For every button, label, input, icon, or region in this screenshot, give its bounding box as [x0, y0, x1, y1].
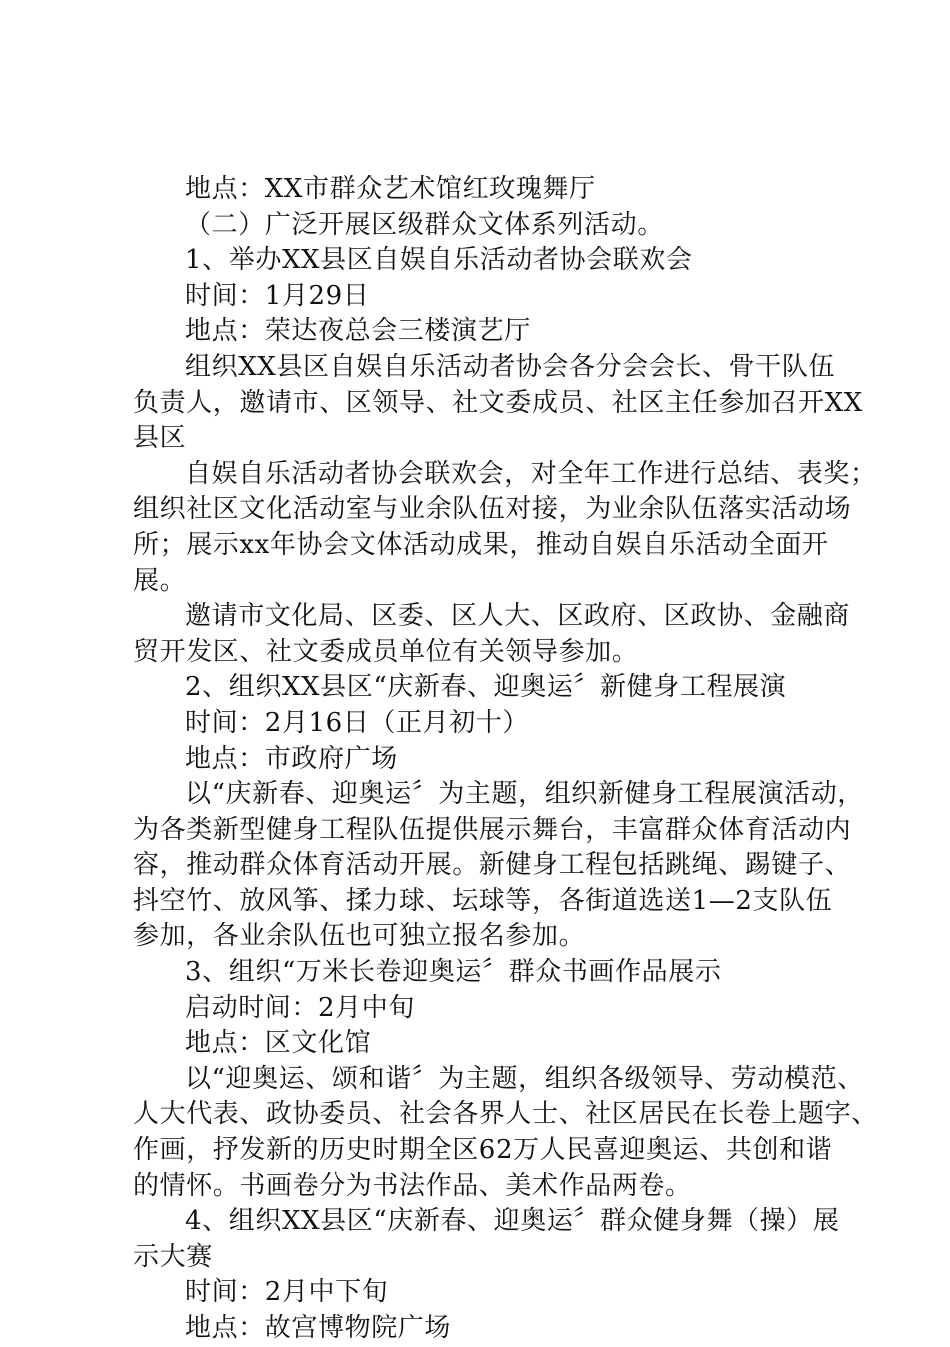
paragraph-line: 抖空竹、放风筝、揉力球、坛球等，各街道选送1—2支队伍: [133, 885, 833, 916]
item-heading-3: 3、组织“万米长卷迎奥运〞群众书画作品展示: [185, 957, 722, 988]
item-1-time: 时间：1月29日: [185, 280, 370, 311]
paragraph-line: 展。: [133, 565, 187, 596]
paragraph-line: 所；展示xx年协会文体活动成果，推动自娱自乐活动全面开: [133, 529, 829, 560]
paragraph-line: 组织社区文化活动室与业余队伍对接，为业余队伍落实活动场: [133, 494, 852, 525]
item-3-time: 启动时间：2月中旬: [185, 992, 415, 1023]
paragraph-line: 参加，各业余队伍也可独立报名参加。: [133, 921, 586, 952]
paragraph-line: 组织XX县区自娱自乐活动者协会各分会会长、骨干队伍: [185, 351, 836, 382]
paragraph-line: 为各类新型健身工程队伍提供展示舞台，丰富群众体育活动内: [133, 814, 852, 845]
item-1-venue: 地点：荣达夜总会三楼演艺厅: [185, 316, 531, 347]
paragraph-line: 以“庆新春、迎奥运〞为主题，组织新健身工程展演活动，: [185, 779, 864, 810]
section-heading-2: （二）广泛开展区级群众文体系列活动。: [185, 209, 664, 240]
item-4-venue: 地点：故宫博物院广场: [185, 1313, 452, 1343]
paragraph-line: 县区: [133, 423, 187, 454]
item-heading-4: 4、组织XX县区“庆新春、迎奥运〞群众健身舞（操）展: [185, 1206, 840, 1237]
paragraph-line: 的情怀。书画卷分为书法作品、美术作品两卷。: [133, 1170, 692, 1201]
item-heading-4-cont: 示大赛: [133, 1241, 213, 1272]
item-3-venue: 地点：区文化馆: [185, 1028, 372, 1059]
line-venue-red-rose: 地点：XX市群众艺术馆红玫瑰舞厅: [185, 174, 596, 204]
item-2-venue: 地点：市政府广场: [185, 743, 398, 774]
item-heading-2: 2、组织XX县区“庆新春、迎奥运〞新健身工程展演: [185, 672, 787, 703]
paragraph-line: 以“迎奥运、颂和谐〞为主题，组织各级领导、劳动模范、: [185, 1063, 864, 1094]
item-4-time: 时间：2月中下旬: [185, 1277, 389, 1308]
paragraph-line: 贸开发区、社文委成员单位有关领导参加。: [133, 636, 639, 667]
item-heading-1: 1、举办XX县区自娱自乐活动者协会联欢会: [185, 245, 693, 276]
paragraph-line: 人大代表、政协委员、社会各界人士、社区居民在长卷上题字、: [133, 1099, 878, 1130]
paragraph-line: 邀请市文化局、区委、区人大、区政府、区政协、金融商: [185, 601, 851, 632]
paragraph-line: 负责人，邀请市、区领导、社文委成员、社区主任参加召开XX: [133, 387, 863, 418]
paragraph-line: 作画，抒发新的历史时期全区62万人民喜迎奥运、共创和谐: [133, 1135, 833, 1166]
item-2-time: 时间：2月16日（正月初十）: [185, 707, 530, 738]
paragraph-line: 自娱自乐活动者协会联欢会，对全年工作进行总结、表奖；: [185, 458, 877, 489]
document-body: [133, 172, 878, 1347]
paragraph-line: 容，推动群众体育活动开展。新健身工程包括跳绳、踢键子、: [133, 850, 852, 881]
